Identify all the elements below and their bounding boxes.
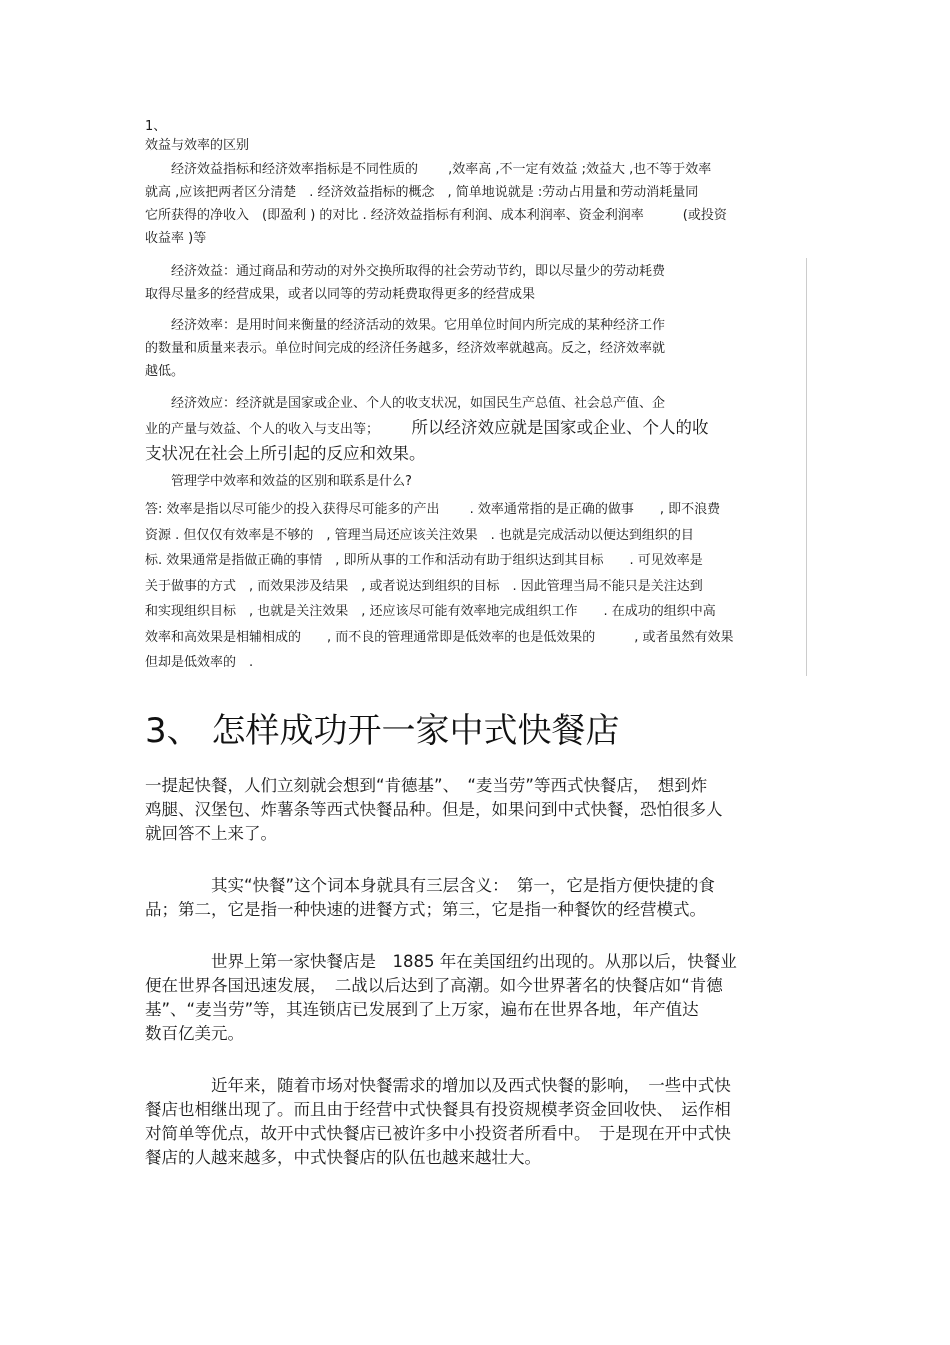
section1-question — [145, 470, 810, 493]
section3-paragraph-2 — [145, 874, 810, 922]
paragraph-line: 就高 ,应该把两者区分清楚 . 经济效益指标的概念 , 简单地说就是 :劳动占用量和劳动消耗量同 — [145, 185, 699, 200]
answer-line: 答: 效率是指以尽可能少的投入获得尽可能多的产出 . 效率通常指的是正确的做事 , 即不浪费 — [145, 502, 721, 517]
section3-heading: 3、 怎样成功开一家中式快餐店 — [145, 711, 620, 751]
paragraph-line: 就回答不上来了。 — [145, 824, 277, 843]
section3-paragraph-3 — [145, 950, 810, 1046]
paragraph-line: 近年来，随着市场对快餐需求的增加以及西式快餐的影响， 一些中式快 — [145, 1076, 731, 1095]
paragraph-line: 一提起快餐，人们立刻就会想到“肯德基”、 “麦当劳”等西式快餐店， 想到炸 — [145, 776, 708, 795]
paragraph-line: 鸡腿、汉堡包、炸薯条等西式快餐品种。但是，如果问到中式快餐，恐怕很多人 — [145, 800, 723, 819]
paragraph-line-large: 支状况在社会上所引起的反应和效果。 — [145, 444, 426, 463]
section1-number: 1、 — [145, 119, 167, 134]
paragraph-line: 数百亿美元。 — [145, 1024, 244, 1043]
answer-line: 标. 效果通常是指做正确的事情 , 即所从事的工作和活动有助于组织达到其目标 . 可见效率是 — [145, 553, 703, 568]
paragraph-line: 它所获得的净收入 (即盈利 ) 的对比 . 经济效益指标有利润、成本利润率、资金利润率 (或投资 — [145, 208, 727, 223]
section1-title: 效益与效率的区别 — [145, 138, 250, 153]
answer-line: 但却是低效率的 . — [145, 655, 254, 670]
section1-paragraph-2 — [145, 260, 810, 306]
paragraph-line: 对简单等优点，故开中式快餐店已被许多中小投资者所看中。 于是现在开中式快 — [145, 1124, 731, 1143]
paragraph-line: 取得尽量多的经营成果，或者以同等的劳动耗费取得更多的经营成果 — [145, 287, 536, 302]
section1-answer — [145, 497, 810, 676]
paragraph-line: 基”、“麦当劳”等，其连锁店已发展到了上万家，遍布在世界各地，年产值达 — [145, 1000, 699, 1019]
paragraph-line: 世界上第一家快餐店是 1885 年在美国纽约出现的。从那以后，快餐业 — [145, 952, 737, 971]
paragraph-line: 的数量和质量来表示。单位时间完成的经济任务越多，经济效率就越高。反之，经济效率就 — [145, 341, 666, 356]
paragraph-line: 其实“快餐”这个词本身就具有三层含义： 第一，它是指方便快捷的食 — [145, 876, 715, 895]
paragraph-line: 经济效应：经济就是国家或企业、个人的收支状况，如国民生产总值、社会总产值、企 — [145, 396, 666, 411]
paragraph-line: 餐店的人越来越多，中式快餐店的队伍也越来越壮大。 — [145, 1148, 541, 1167]
paragraph-text-small: 业的产量与效益、个人的收入与支出等； — [145, 422, 412, 437]
question-line: 管理学中效率和效益的区别和联系是什么? — [145, 474, 412, 489]
section1-paragraph-1 — [145, 158, 810, 250]
paragraph-line-mixed — [145, 415, 810, 441]
section1-header — [145, 118, 810, 156]
paragraph-line: 经济效率：是用时间来衡量的经济活动的效果。它用单位时间内所完成的某种经济工作 — [145, 318, 666, 333]
paragraph-line: 经济效益指标和经济效率指标是不同性质的 ,效率高 ,不一定有效益 ;效益大 ,也不等于效率 — [145, 162, 712, 177]
answer-line: 资源 . 但仅仅有效率是不够的 , 管理当局还应该关注效果 . 也就是完成活动以便达到组织的目 — [145, 527, 694, 543]
paragraph-line: 越低。 — [145, 364, 185, 379]
paragraph-line: 经济效益：通过商品和劳动的对外交换所取得的社会劳动节约，即以尽量少的劳动耗费 — [145, 264, 666, 279]
paragraph-line: 收益率 )等 — [145, 231, 207, 246]
paragraph-text-large: 所以经济效应就是国家或企业、个人的收 — [411, 418, 709, 437]
section1-paragraph-3 — [145, 314, 810, 383]
paragraph-line: 餐店也相继出现了。而且由于经营中式快餐具有投资规模孝资金回收快、 运作相 — [145, 1100, 731, 1119]
section3-paragraph-4 — [145, 1074, 810, 1170]
answer-line: 效率和高效果是相辅相成的 , 而不良的管理通常即是低效率的也是低效果的 , 或者虽然有效果 — [145, 629, 734, 645]
paragraph-line: 便在世界各国迅速发展， 二战以后达到了高潮。如今世界著名的快餐店如“肯德 — [145, 976, 723, 995]
section3-paragraph-1 — [145, 774, 810, 846]
answer-line: 和实现组织目标 , 也就是关注效果 , 还应该尽可能有效率地完成组织工作 . 在成功的组织中高 — [145, 604, 716, 619]
answer-line: 关于做事的方式 , 而效果涉及结果 , 或者说达到组织的目标 . 因此管理当局不能只是关注达到 — [145, 578, 703, 594]
section1-paragraph-4 — [145, 392, 810, 467]
paragraph-line: 品；第二，它是指一种快速的进餐方式；第三，它是指一种餐饮的经营模式。 — [145, 900, 706, 919]
